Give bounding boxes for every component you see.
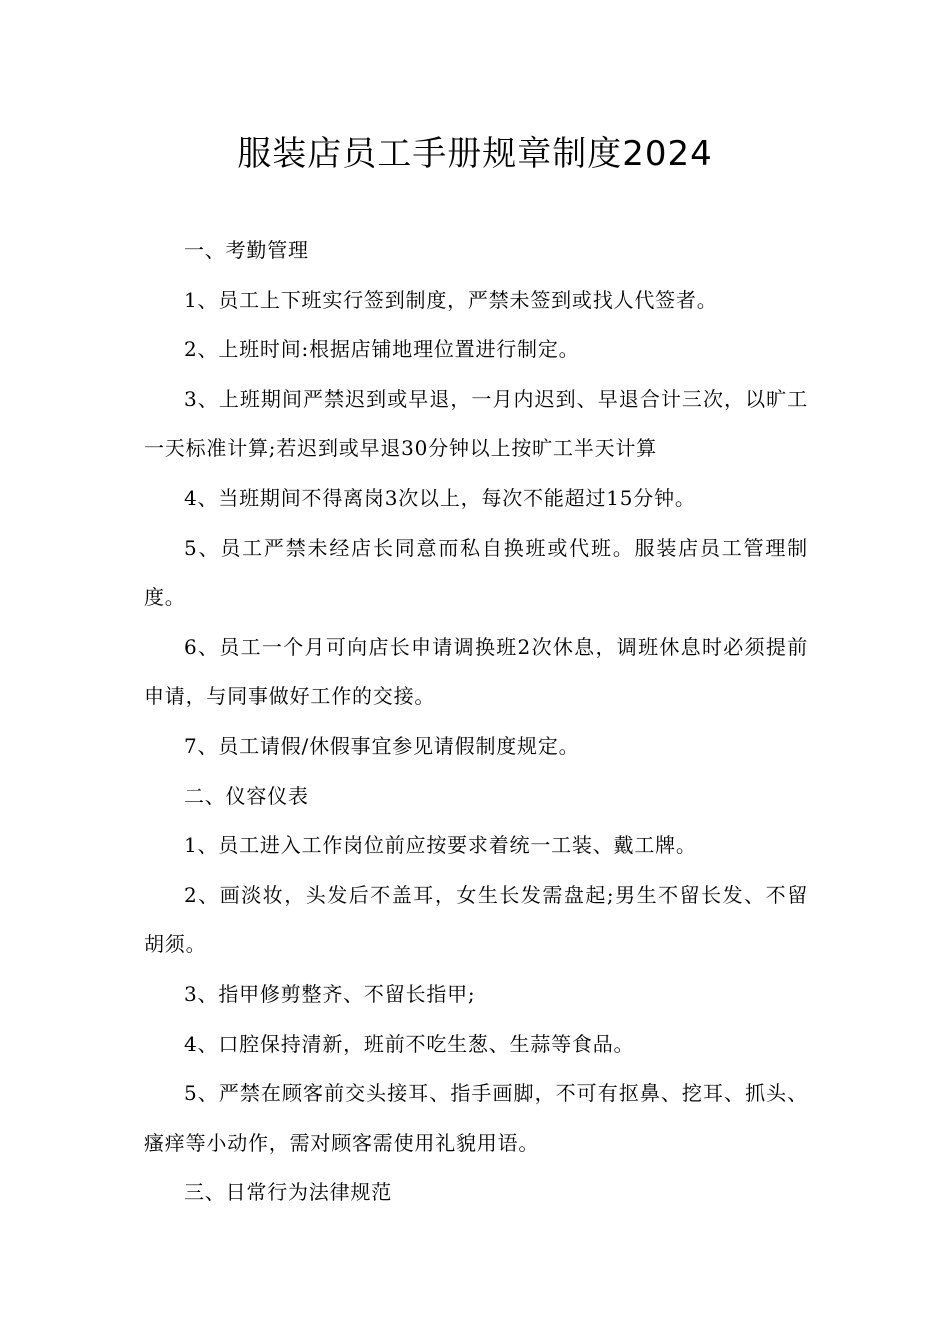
paragraph: 3、上班期间严禁迟到或早退，一月内迟到、早退合计三次，以旷工一天标准计算;若迟到或早退30分钟以上按旷工半天计算: [144, 386, 808, 461]
paragraph: 3、指甲修剪整齐、不留长指甲;: [184, 981, 476, 1006]
paragraph: 1、员工上下班实行签到制度，严禁未签到或找人代签者。: [184, 287, 718, 312]
document-body: [144, 226, 808, 1218]
paragraph: 7、员工请假/休假事宜参见请假制度规定。: [184, 733, 580, 758]
section-heading-conduct: 三、日常行为法律规范: [184, 1180, 392, 1205]
paragraph: 1、员工进入工作岗位前应按要求着统一工装、戴工牌。: [184, 833, 697, 858]
section-heading-appearance: 二、仪容仪表: [184, 783, 309, 808]
paragraph: 2、上班时间:根据店铺地理位置进行制定。: [184, 337, 580, 362]
document-title: 服装店员工手册规章制度2024: [237, 134, 713, 174]
paragraph: 5、员工严禁未经店长同意而私自换班或代班。服装店员工管理制度。: [144, 535, 808, 610]
paragraph: 4、口腔保持清新，班前不吃生葱、生蒜等食品。: [184, 1031, 635, 1056]
paragraph: 2、画淡妆，头发后不盖耳，女生长发需盘起;男生不留长发、不留胡须。: [144, 882, 808, 957]
paragraph: 4、当班期间不得离岗3次以上，每次不能超过15分钟。: [184, 485, 696, 510]
paragraph: 6、员工一个月可向店长申请调换班2次休息，调班休息时必须提前申请，与同事做好工作的交接。: [144, 634, 808, 709]
section-heading-attendance: 一、考勤管理: [184, 238, 309, 262]
paragraph: 5、严禁在顾客前交头接耳、指手画脚，不可有抠鼻、挖耳、抓头、瘙痒等小动作，需对顾客需使用礼貌用语。: [144, 1081, 808, 1155]
